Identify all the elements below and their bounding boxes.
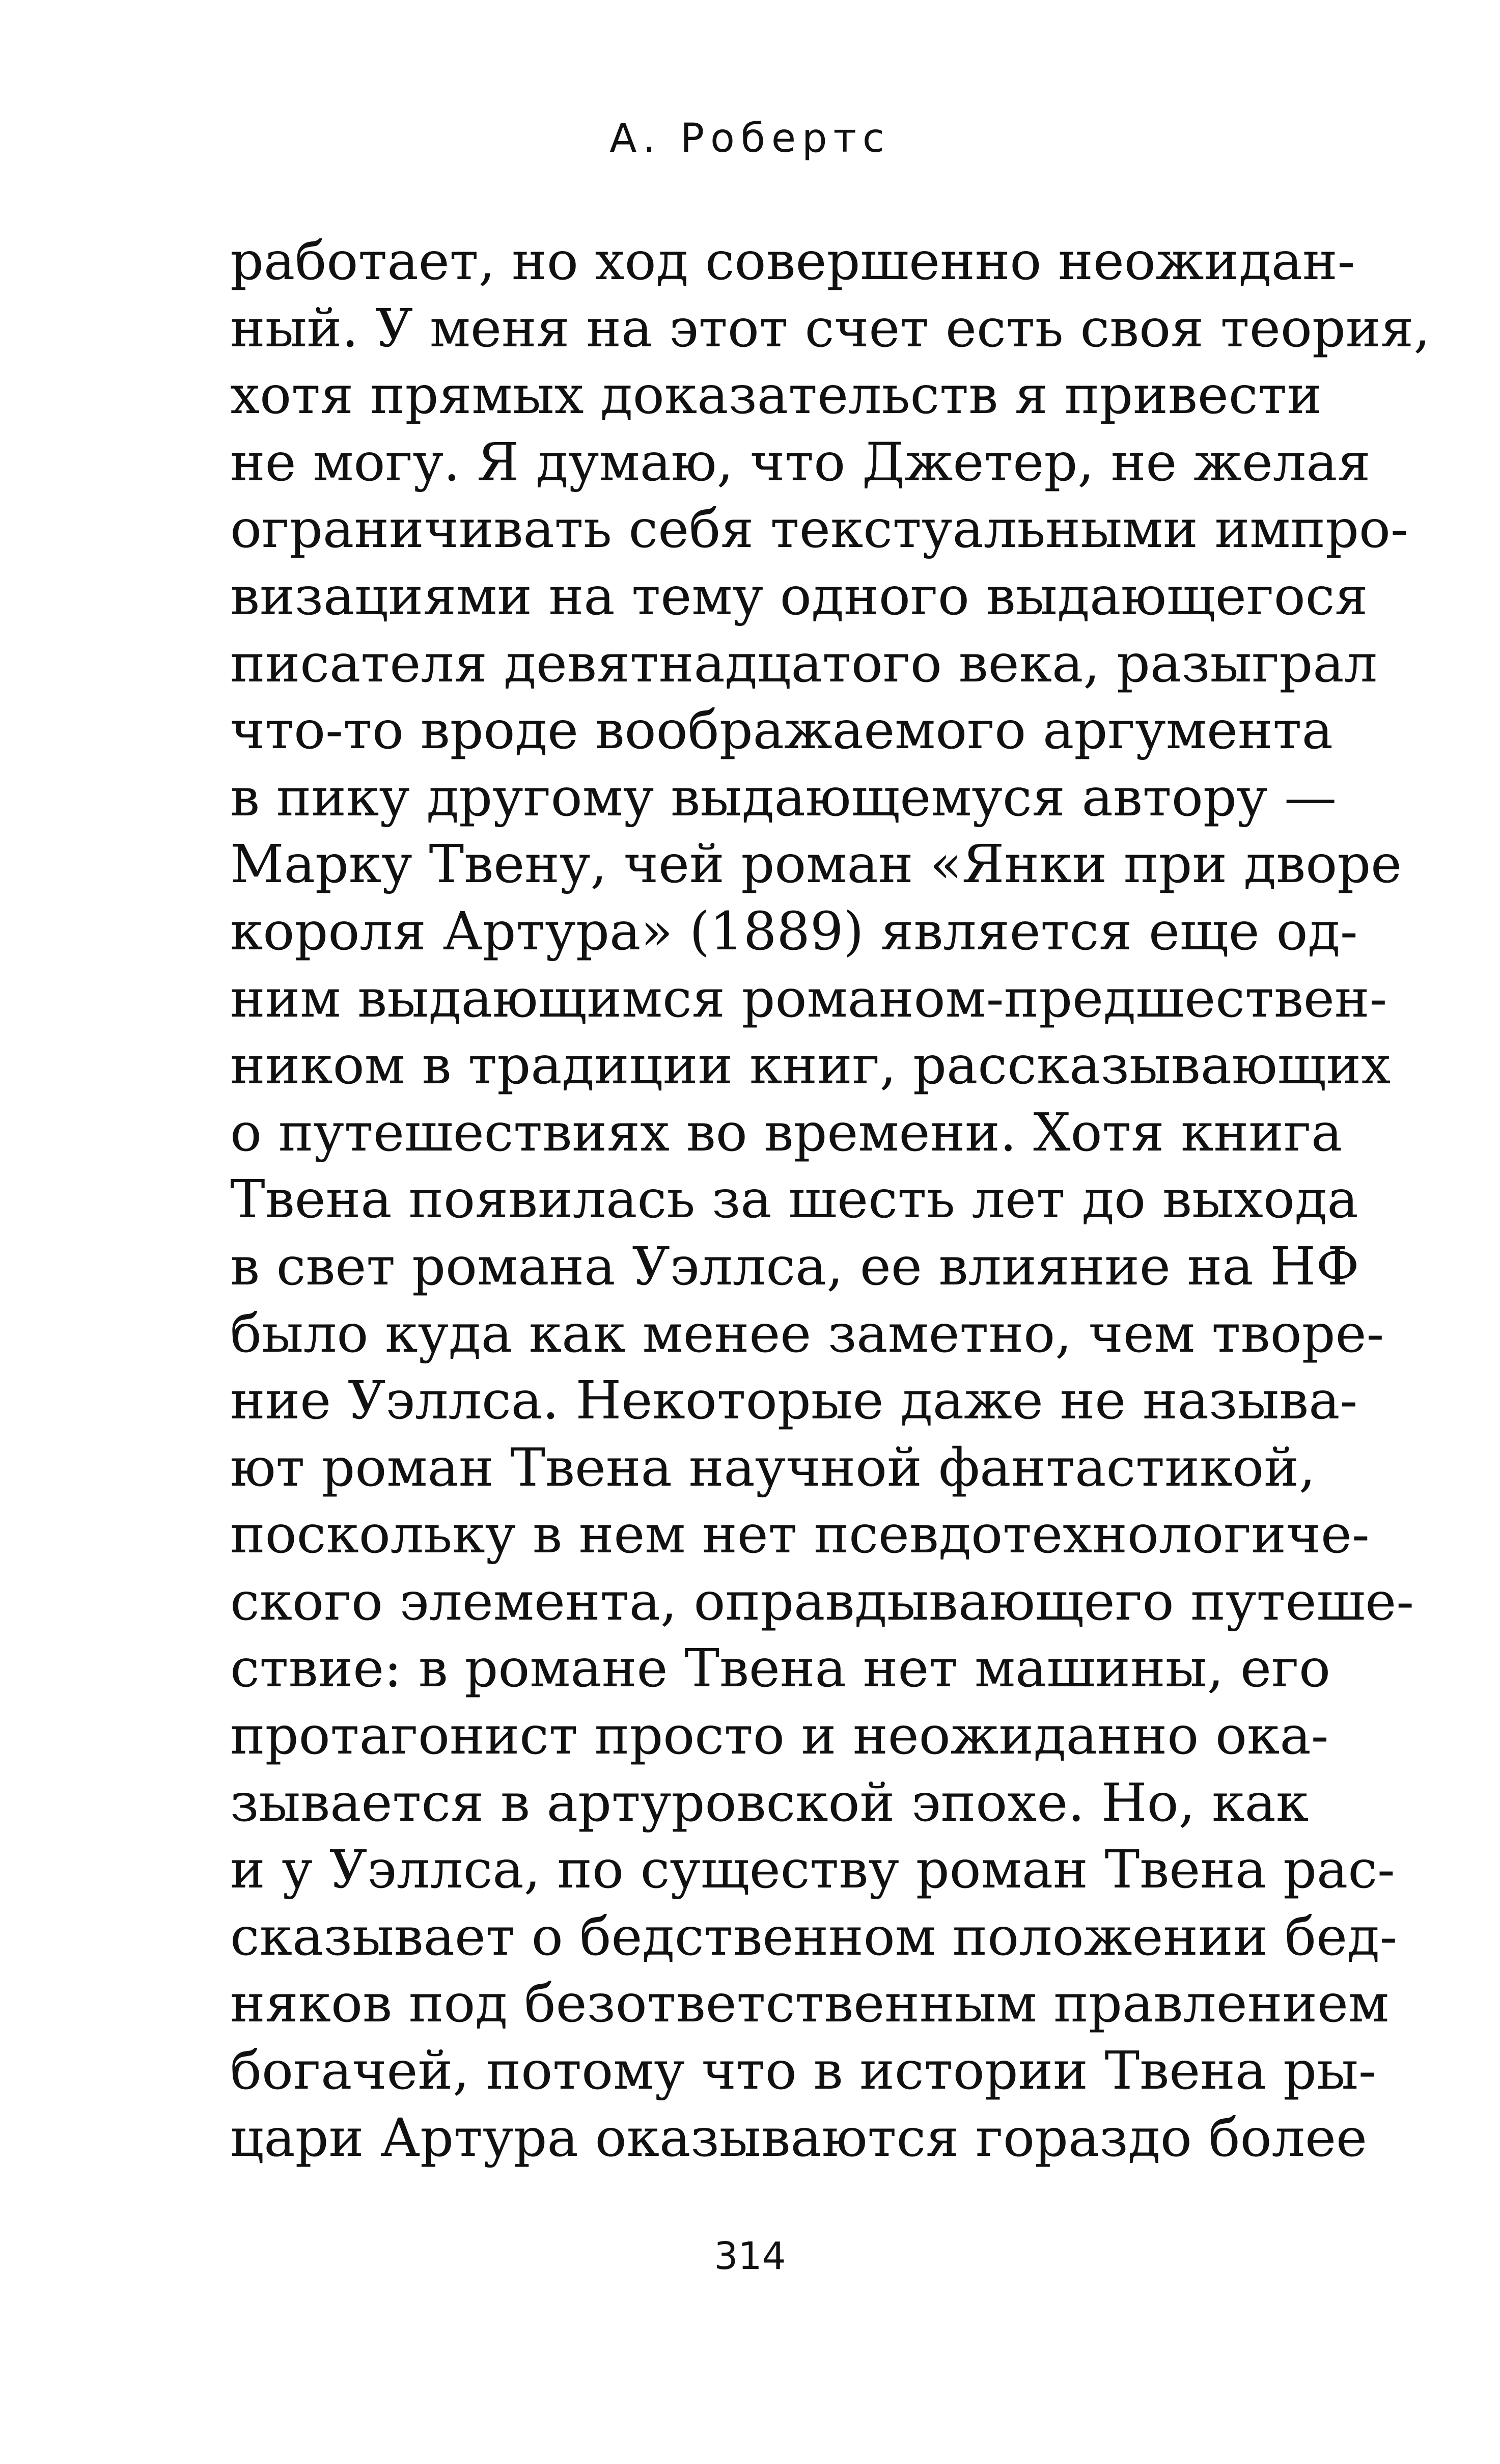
text-line: протагонист просто и неожиданно ока- xyxy=(230,1705,1329,1767)
text-line: няков под безответственным правлением xyxy=(230,1973,1390,2035)
text-line: было куда как менее заметно, чем творе- xyxy=(230,1303,1384,1364)
text-line: сказывает о бедственном положении бед- xyxy=(230,1906,1398,1967)
text-line: в свет романа Уэллса, ее влияние на НФ xyxy=(230,1236,1359,1297)
text-line: ним выдающимся романом-предшествен- xyxy=(230,968,1387,1029)
text-line: ют роман Твена научной фантастикой, xyxy=(230,1437,1316,1498)
text-line: о путешествиях во времени. Хотя книга xyxy=(230,1102,1343,1163)
text-line: зывается в артуровской эпохе. Но, как xyxy=(230,1772,1309,1833)
running-head: А. Робертс xyxy=(609,116,891,161)
text-line: работает, но ход совершенно неожидан- xyxy=(230,231,1355,292)
text-line: Марку Твену, чей роман «Янки при дворе xyxy=(230,834,1402,895)
text-line: Твена появилась за шесть лет до выхода xyxy=(230,1169,1358,1230)
text-line: и у Уэллса, по существу роман Твена рас- xyxy=(230,1839,1395,1901)
text-line: ского элемента, оправдывающего путеше- xyxy=(230,1571,1414,1632)
text-line: короля Артура» (1889) является еще од- xyxy=(230,900,1358,962)
text-line: ограничивать себя текстуальными импро- xyxy=(230,499,1408,560)
text-line: не могу. Я думаю, что Джетер, не желая xyxy=(230,431,1371,493)
text-line: в пику другому выдающемуся автору — xyxy=(230,766,1337,828)
text-line: ником в традиции книг, рассказывающих xyxy=(230,1035,1391,1097)
text-line: поскольку в нем нет псевдотехнологиче- xyxy=(230,1504,1370,1566)
text-line: визациями на тему одного выдающегося xyxy=(230,565,1368,627)
text-line: цари Артура оказываются гораздо более xyxy=(230,2107,1368,2169)
text-line: ный. У меня на этот счет есть своя теория, xyxy=(230,297,1431,359)
text-line: что-то вроде воображаемого аргумента xyxy=(230,700,1334,761)
text-line: хотя прямых доказательств я привести xyxy=(230,365,1322,426)
text-line: писателя девятнадцатого века, разыграл xyxy=(230,633,1378,694)
text-line: богачей, потому что в истории Твена ры- xyxy=(230,2040,1376,2102)
text-line: ние Уэллса. Некоторые даже не называ- xyxy=(230,1370,1358,1432)
page-number: 314 xyxy=(714,2234,786,2278)
body-text xyxy=(230,228,1431,2172)
text-line: ствие: в романе Твена нет машины, его xyxy=(230,1638,1330,1700)
